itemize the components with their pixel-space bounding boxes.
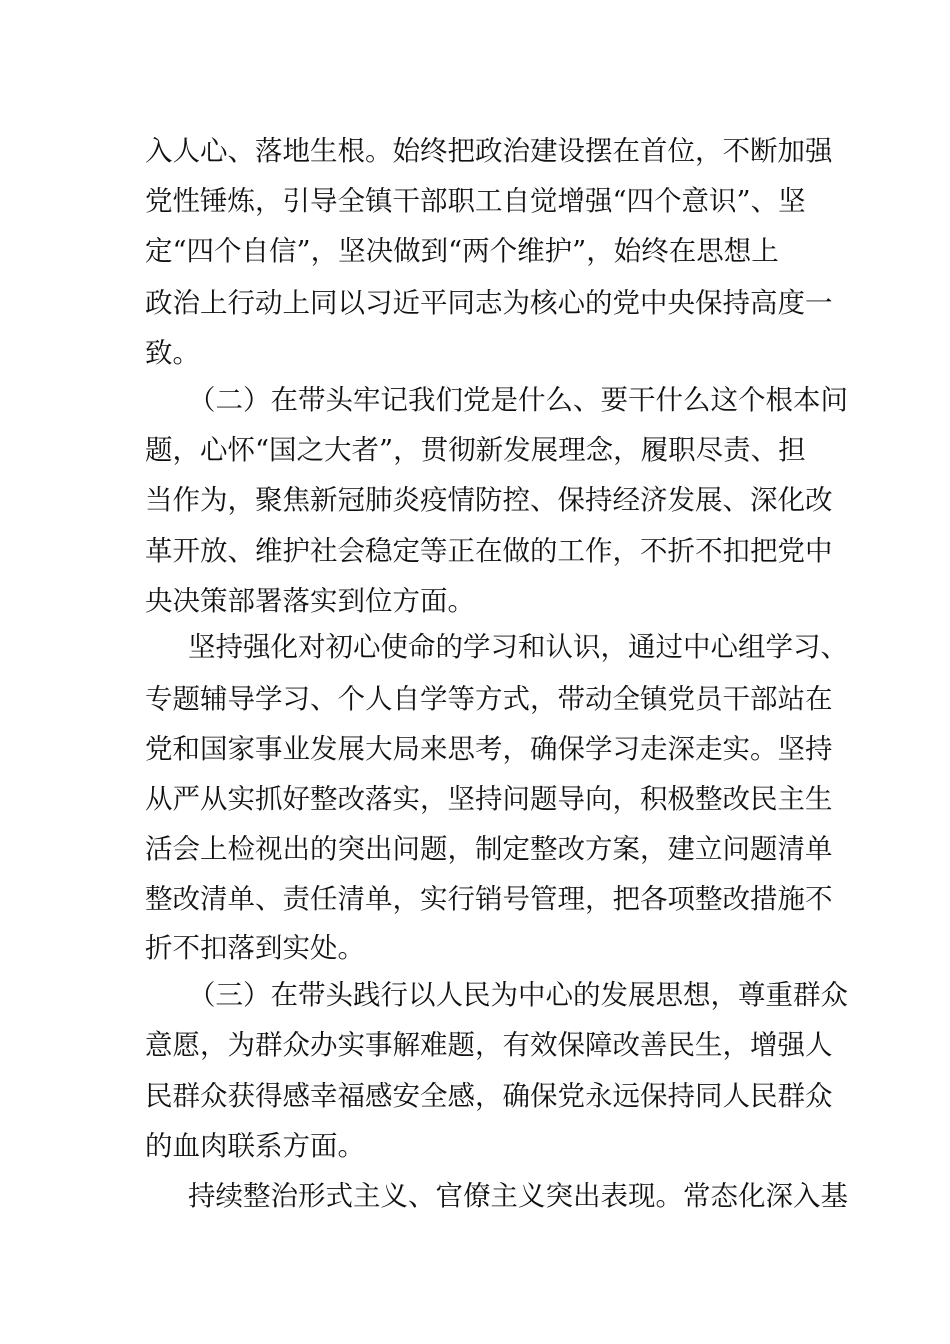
paragraph-line: 活会上检视出的突出问题，制定整改方案，建立问题清单 [145, 833, 833, 865]
paragraph-line: 专题辅导学习、个人自学等方式，带动全镇党员干部站在 [145, 683, 833, 715]
paragraph-line: 意愿，为群众办实事解难题，有效保障改善民生，增强人 [145, 1029, 833, 1061]
section-heading-line: （二）在带头牢记我们党是什么、要干什么这个根本问 [188, 384, 848, 416]
paragraph-line: 当作为，聚焦新冠肺炎疫情防控、保持经济发展、深化改 [145, 484, 833, 516]
paragraph-line: 的血肉联系方面。 [145, 1130, 365, 1162]
paragraph-line: 坚持强化对初心使命的学习和认识，通过中心组学习、 [188, 631, 848, 663]
paragraph-line: 入人心、落地生根。始终把政治建设摆在首位，不断加强 [145, 135, 833, 167]
paragraph-line: 党性锤炼，引导全镇干部职工自觉增强“四个意识”、坚 [145, 185, 806, 217]
paragraph-line: 整改清单、责任清单，实行销号管理，把各项整改措施不 [145, 883, 833, 915]
paragraph-line: 党和国家事业发展大局来思考，确保学习走深走实。坚持 [145, 733, 833, 765]
paragraph-line: 从严从实抓好整改落实，坚持问题导向，积极整改民主生 [145, 783, 833, 815]
paragraph-line: 民群众获得感幸福感安全感，确保党永远保持同人民群众 [145, 1080, 833, 1112]
paragraph-line: 央决策部署落实到位方面。 [145, 585, 475, 617]
paragraph-line: 革开放、维护社会稳定等正在做的工作，不折不扣把党中 [145, 535, 833, 567]
section-heading-line: （三）在带头践行以人民为中心的发展思想，尊重群众 [188, 979, 848, 1011]
paragraph-line: 题，心怀“国之大者”，贯彻新发展理念，履职尽责、担 [145, 434, 806, 466]
paragraph-line: 定“四个自信”，坚决做到“两个维护”，始终在思想上 [145, 235, 779, 267]
paragraph-line: 政治上行动上同以习近平同志为核心的党中央保持高度一 [145, 287, 833, 319]
paragraph-line: 折不扣落到实处。 [145, 932, 365, 964]
paragraph-line: 致。 [145, 337, 200, 369]
paragraph-line: 持续整治形式主义、官僚主义突出表现。常态化深入基 [188, 1180, 848, 1212]
